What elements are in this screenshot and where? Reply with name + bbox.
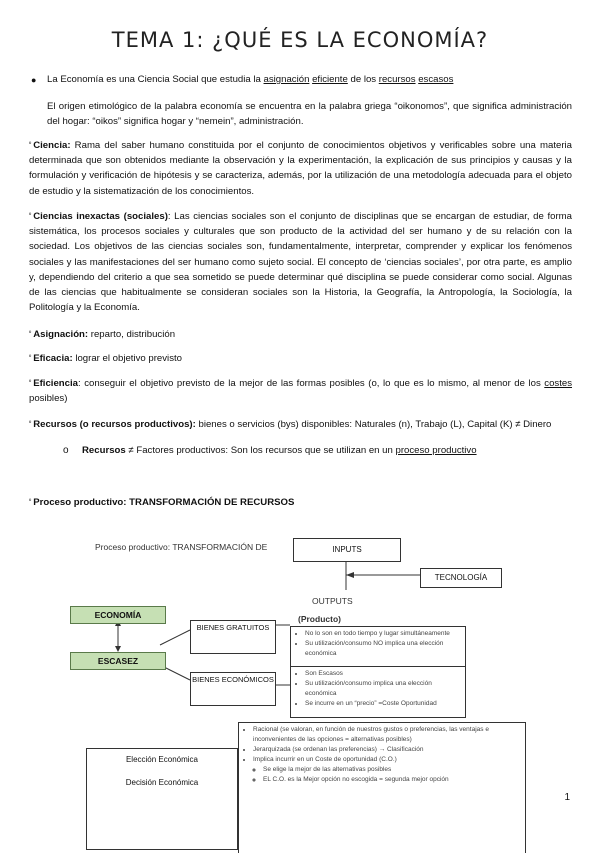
term-proceso-productivo: proceso productivo xyxy=(395,445,477,456)
gratuitos-list-box xyxy=(290,626,466,668)
term-costes: costes xyxy=(544,378,572,389)
bienes-economicos-box xyxy=(190,672,276,706)
ciencia-term: Ciencia: xyxy=(33,140,71,151)
eficiencia-text: : conseguir el objetivo previsto de la mejor de las formas posibles (o, lo que es lo mismo, al menor de los xyxy=(78,378,545,389)
asignacion-term: Asignación: xyxy=(33,329,89,340)
intro-line xyxy=(47,72,572,87)
marker: º xyxy=(29,213,32,219)
term-recursos: recursos xyxy=(378,74,416,85)
eficiencia-term: Eficiencia xyxy=(33,378,78,389)
decision-list-box xyxy=(238,722,526,853)
term-escasos: escasos xyxy=(418,74,454,85)
page-title: TEMA 1: ¿QUÉ ES LA ECONOMÍA? xyxy=(111,28,489,52)
term-eficiente: eficiente xyxy=(312,74,348,85)
decision-box xyxy=(86,748,238,850)
ciencia-text: Rama del saber humano constituida por el conjunto de conocimientos objetivos y verificables sobre una materia determinada que son obtenidos mediante la observación y la experimentación, la explicación de sus principios y causas y la formulación y verificación de hipótesis y se caracteriza, además, por la utilización de una metodología adecuada para el objeto de estudio y la sistematización de los conocimientos. xyxy=(29,140,572,197)
proceso-productivo-heading xyxy=(29,495,572,510)
intro-text-mid: de los xyxy=(347,74,379,85)
ciencias-inexactas-definition xyxy=(29,209,572,315)
marker: º xyxy=(29,142,32,148)
diagram-header: Proceso productivo: TRANSFORMACIÓN DE xyxy=(95,542,268,552)
inputs-box xyxy=(293,538,401,562)
eleccion-label: Elección Económica xyxy=(125,755,199,764)
bienes-economicos-label: BIENES ECONÓMICOS xyxy=(192,675,274,684)
list-item: • Son Escasos xyxy=(305,669,463,679)
recursos-term: Recursos (o recursos productivos): xyxy=(33,419,196,430)
etymology-paragraph: El origen etimológico de la palabra economía se encuentra en la palabra griega “oikonomos”, que significa administración del hogar: “oikos” significa hogar y “nemein”, administración. xyxy=(47,101,572,128)
eficiencia-text-end: posibles) xyxy=(29,393,68,405)
asignacion-text: reparto, distribución xyxy=(88,329,176,340)
inexactas-text: : Las ciencias sociales son el conjunto de disciplinas que se encargan de estudiar, de forma sistemática, los procesos sociales y culturales que son producto de la actividad del ser humano y de su relación con la sociedad. Los objetivos de las ciencias sociales son, fundamentalmente, interpretar, comprender y explicar los fenómenos sociales y las manifestaciones del ser humano como sujeto social. El concepto de ‘ciencias sociales’, por otra parte, es amplio y, dependiendo del criterio a que sea sometido se puede determinar qué disciplina se puede considerar como social. Algunas de las ciencias que habitualmente se consideran sociales son la Historia, la Geografía, la Antropología, la Sociología, la Politología y la Economía. xyxy=(29,211,572,314)
list-item: • Su utilización/consumo implica una elección económica xyxy=(305,679,463,699)
eficacia-definition xyxy=(29,351,572,366)
eficacia-term: Eficacia: xyxy=(33,353,73,364)
list-item: ◦ EL C.O. es la Mejor opción no escogida = segunda mejor opción xyxy=(263,775,523,785)
list-item: • Racional (se valoran, en función de nuestros gustos o preferencias, las ventajas e inconvenientes de las opciones = alternativas posibles) xyxy=(253,725,523,745)
bullet-dot: ● xyxy=(31,75,37,85)
asignacion-definition xyxy=(29,327,572,342)
marker: º xyxy=(29,331,32,337)
intro-text: La Economía es una Ciencia Social que estudia la xyxy=(47,74,264,85)
recursos-text: bienes o servicios (bys) disponibles: Naturales (n), Trabajo (L), Capital (K) ≠ Dinero xyxy=(195,419,552,430)
sub-bullet: o xyxy=(63,445,69,456)
list-item: • Implica incurrir en un Coste de oportunidad (C.O.) xyxy=(253,755,523,765)
outputs-label: OUTPUTS xyxy=(312,596,353,606)
producto-label: (Producto) xyxy=(298,614,341,624)
escasez-box: ESCASEZ xyxy=(70,652,166,670)
list-item: • Se incurre en un “precio” =Coste Oportunidad xyxy=(305,699,463,709)
marker: º xyxy=(29,380,32,386)
proceso-diagram xyxy=(0,520,600,848)
ciencia-definition xyxy=(29,138,572,199)
tecnologia-label: TECNOLOGÍA xyxy=(434,573,488,582)
recursos2-text: ≠ Factores productivos: Son los recursos que se utilizan en un xyxy=(125,445,396,456)
bienes-gratuitos-box xyxy=(190,620,276,654)
marker: º xyxy=(29,421,32,427)
term-asignacion: asignación xyxy=(263,74,310,85)
inexactas-term: Ciencias inexactas (sociales) xyxy=(33,211,168,222)
recursos2-term: Recursos xyxy=(82,445,126,456)
list-item: • Jerarquizada (se ordenan las preferencias) → Clasificación xyxy=(253,745,523,755)
economia-box: ECONOMÍA xyxy=(70,606,166,624)
economicos-list-box xyxy=(290,666,466,718)
economicos-list xyxy=(293,669,463,709)
recursos-definition xyxy=(29,417,572,432)
gratuitos-list xyxy=(293,629,463,659)
eficiencia-definition xyxy=(29,376,572,406)
marker: º xyxy=(29,499,32,505)
decision-label: Decisión Económica xyxy=(125,778,199,787)
recursos-factores xyxy=(82,443,572,458)
page-number: 1 xyxy=(564,792,570,803)
decision-list xyxy=(241,725,523,785)
proceso-term: Proceso productivo: TRANSFORMACIÓN DE RECURSOS xyxy=(33,497,295,508)
inputs-label: INPUTS xyxy=(332,545,362,554)
list-item: • Su utilización/consumo NO implica una elección económica xyxy=(305,639,463,659)
list-item: • No lo son en todo tiempo y lugar simultáneamente xyxy=(305,629,463,639)
list-item: ◦ Se elige la mejor de las alternativas posibles xyxy=(263,765,523,775)
bienes-gratuitos-label: BIENES GRATUITOS xyxy=(196,623,270,632)
tecnologia-box xyxy=(420,568,502,588)
eficacia-text: lograr el objetivo previsto xyxy=(72,353,182,364)
marker: º xyxy=(29,355,32,361)
